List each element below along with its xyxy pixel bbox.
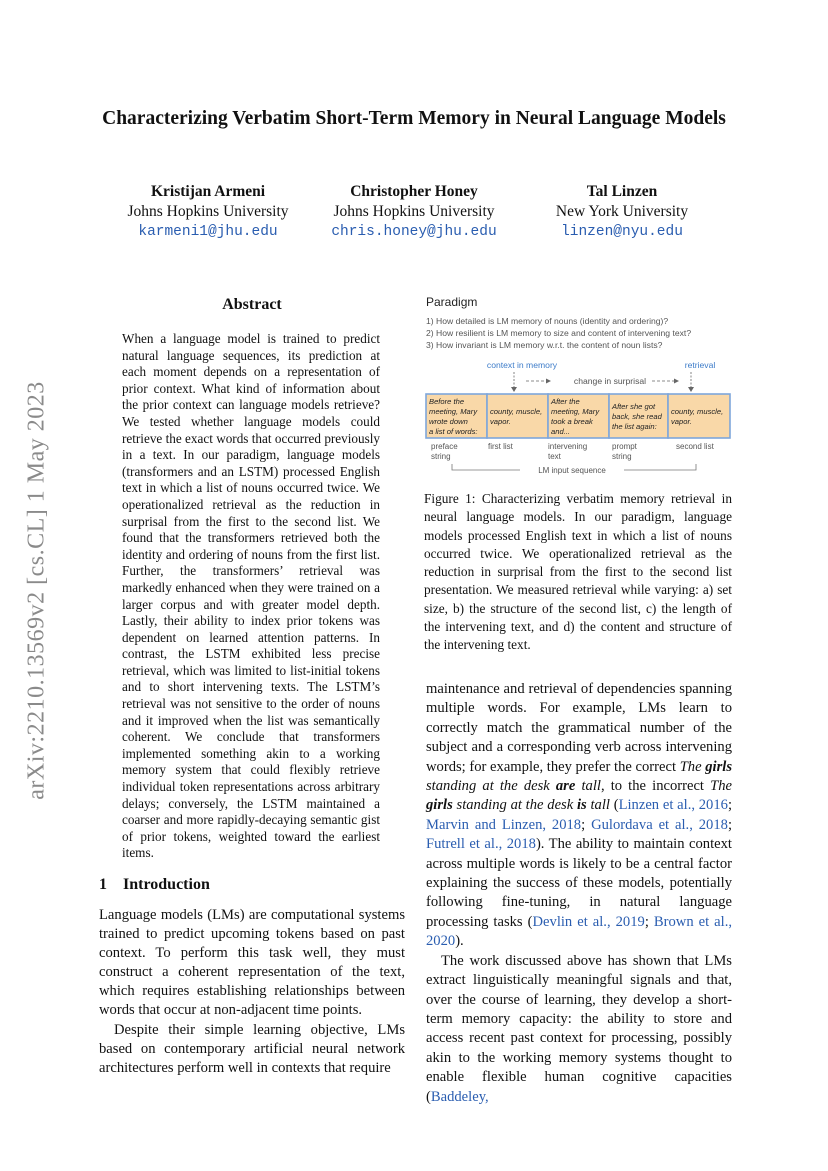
figure-caption-text: Characterizing verbatim memory retrieval in neural language models. In our paradigm, language models processed English text in which a list of nouns occurred twice. We operationalized retrieval as the reduction in surprisal from the first to the second list presentation. We measured retrieval while varying: a) set size, b) the structure of the second list, c) the length of the intervening text, and d) the content and structure of the intervening text. — [424, 491, 732, 653]
introduction-text — [99, 906, 405, 1078]
figure-title: Paradigm — [426, 295, 478, 309]
box-text: vapor. — [671, 417, 692, 426]
segment-label: first list — [488, 442, 513, 451]
text-run: ( — [609, 797, 619, 814]
sequence-axis-left — [452, 464, 520, 470]
box-text: After she got — [612, 402, 656, 411]
text-run: ; — [581, 816, 592, 833]
box-text: took a break — [551, 417, 593, 426]
citation-link[interactable]: Futrell et al., 2018 — [426, 836, 536, 853]
sequence-box — [668, 394, 730, 438]
box-text: county, muscle, — [490, 407, 543, 416]
text-run: The work discussed above has shown that LMs extract linguistically meaningful signals and that, over the course of learning, they develop a short-term memory capacity: the ability to store and access recent past context for processing, possibly akin to the working memory systems thought to enable flexible human cognitive capacities ( — [426, 952, 732, 1105]
retrieval-label: retrieval — [684, 360, 716, 370]
text-run: ; — [644, 913, 654, 930]
author-name: Kristijan Armeni — [150, 183, 266, 200]
text-run: The — [679, 758, 706, 775]
text-run: ; — [727, 797, 732, 814]
arrow-down-icon — [688, 387, 694, 392]
author-email[interactable]: chris.honey@jhu.edu — [331, 224, 497, 240]
text-run: ). — [455, 933, 464, 950]
author-name: Tal Linzen — [586, 183, 658, 200]
sequence-axis-label: LM input sequence — [538, 466, 606, 475]
paper-title: Characterizing Verbatim Short-Term Memory in Neural Language Models — [102, 108, 726, 129]
text-run: is — [576, 797, 587, 814]
box-text: wrote down — [429, 417, 468, 426]
text-run: girls — [705, 758, 732, 775]
text-run: standing at the desk — [426, 778, 556, 795]
box-text: Before the — [429, 397, 465, 406]
box-text: and... — [551, 427, 570, 436]
arxiv-identifier — [22, 360, 52, 820]
paragraph — [426, 680, 732, 952]
citation-link[interactable]: Brown et al., 2020 — [426, 913, 733, 950]
author-3 — [532, 182, 712, 242]
segment-label: string — [431, 452, 451, 461]
text-run: are — [555, 778, 576, 795]
segment-label: text — [548, 452, 561, 461]
figure-question: 3) How invariant is LM memory w.r.t. the content of noun lists? — [426, 340, 663, 350]
figure-caption — [424, 490, 732, 655]
arxiv-identifier-text: arXiv:2210.13569v2 [cs.CL] 1 May 2023 — [23, 380, 50, 800]
text-run: maintenance and retrieval of dependencies spanning multiple words. For example, LMs learn to correctly match the grammatical number of the subject and a corresponding verb across intervening words; for example, they prefer the correct — [426, 681, 732, 775]
segment-label: prompt — [612, 442, 637, 451]
box-text: a list of words: — [429, 427, 478, 436]
author-affiliation: Johns Hopkins University — [127, 203, 289, 220]
author-name: Christopher Honey — [350, 183, 478, 200]
sequence-box — [487, 394, 548, 438]
box-text: meeting, Mary — [551, 407, 600, 416]
author-block — [100, 182, 730, 242]
text-run: tall — [575, 778, 601, 795]
citation-link[interactable]: Baddeley, — [430, 1088, 489, 1105]
text-run: ). The ability to maintain context across multiple words is likely to be a central factor explaining the success of these models, potentially following fine-tuning, in natural language processing tasks ( — [426, 836, 732, 930]
segment-label: second list — [676, 442, 714, 451]
box-text: the list again: — [612, 422, 657, 431]
sequence-axis-right — [624, 464, 696, 470]
segment-label: intervening — [548, 442, 588, 451]
box-text: meeting, Mary — [429, 407, 478, 416]
text-run: tall — [586, 797, 610, 814]
segment-label: preface — [431, 442, 458, 451]
box-text: After the — [551, 397, 580, 406]
text-run: , to the incorrect — [600, 778, 711, 795]
figure-label: Figure 1: — [424, 491, 476, 506]
author-affiliation: Johns Hopkins University — [333, 203, 495, 220]
segment-label: string — [612, 452, 632, 461]
paradigm-figure — [424, 292, 732, 482]
section-heading-introduction — [99, 876, 210, 894]
author-email[interactable]: linzen@nyu.edu — [561, 224, 683, 240]
text-run: ; — [727, 816, 733, 833]
section-number: 1 — [99, 876, 107, 893]
context-in-memory-label: context in memory — [486, 360, 558, 370]
author-2 — [314, 182, 514, 242]
section-title: Introduction — [123, 876, 210, 893]
text-run: girls — [426, 797, 453, 814]
citation-link[interactable]: Gulordava et al., 2018 — [591, 816, 728, 833]
author-affiliation: New York University — [555, 203, 689, 220]
citation-link[interactable]: Marvin and Linzen, 2018 — [426, 816, 582, 833]
paragraph: Despite their simple learning objective, LMs based on contemporary artificial neural network architectures perform well in contexts that require — [99, 1021, 405, 1076]
abstract-text: When a language model is trained to predict natural language sequences, its prediction at each moment depends on a representation of prior context. What kind of information about the prior context can language models retrieve? We tested whether language models could retrieve the exact words that occurred previously in a text. In our paradigm, language models (transformers and an LSTM) processed English text in which a list of nouns occurred twice. We operationalized retrieval as the reduction in surprisal from the first to the second list. We found that the transformers retrieved both the identity and ordering of nouns from the first list. Further, the transformers’ retrieval was markedly enhanced when they were trained on a larger corpus and with greater model depth. Lastly, their ability to index prior tokens was dependent on learned attention patterns. In contrast, the LSTM exhibited less precise retrieval, which was limited to list-initial tokens and to short intervening texts. The LSTM’s retrieval was not sensitive to the order of nouns and it improved when the list was semantically coherent. We conclude that transformers implemented something akin to a working memory system that could flexibly retrieve individual token representations across arbitrary delays; conversely, the LSTM maintained a coarser and more rapidly-decaying semantic gist of prior tokens, weighted toward the earliest items. — [122, 331, 380, 861]
change-in-surprisal-label: change in surprisal — [573, 376, 647, 386]
box-text: vapor. — [490, 417, 511, 426]
paragraph — [426, 952, 732, 1107]
author-1 — [100, 182, 316, 242]
box-text: county, muscle, — [671, 407, 724, 416]
text-run: The — [710, 778, 733, 795]
abstract-heading: Abstract — [222, 296, 282, 313]
citation-link[interactable]: Linzen et al., 2016 — [618, 797, 728, 814]
arrow-down-icon — [511, 387, 517, 392]
right-column-text — [426, 680, 732, 1107]
arrow-right-icon — [674, 379, 679, 384]
text-run: standing at the desk — [452, 797, 577, 814]
paragraph: Language models (LMs) are computational systems trained to predict upcoming tokens based on past context. To perform this task well, they must construct a coherent representation of the text, which requires establishing relationships between words that occur at non-adjacent time points. — [99, 907, 405, 1019]
figure-question: 1) How detailed is LM memory of nouns (identity and ordering)? — [426, 316, 669, 326]
box-text: back, she read — [612, 412, 662, 421]
figure-question: 2) How resilient is LM memory to size and content of intervening text? — [426, 328, 692, 338]
citation-link[interactable]: Devlin et al., 2019 — [532, 913, 645, 930]
arrow-right-icon — [546, 379, 551, 384]
abstract-section — [99, 296, 405, 862]
author-email[interactable]: karmeni1@jhu.edu — [138, 224, 278, 240]
